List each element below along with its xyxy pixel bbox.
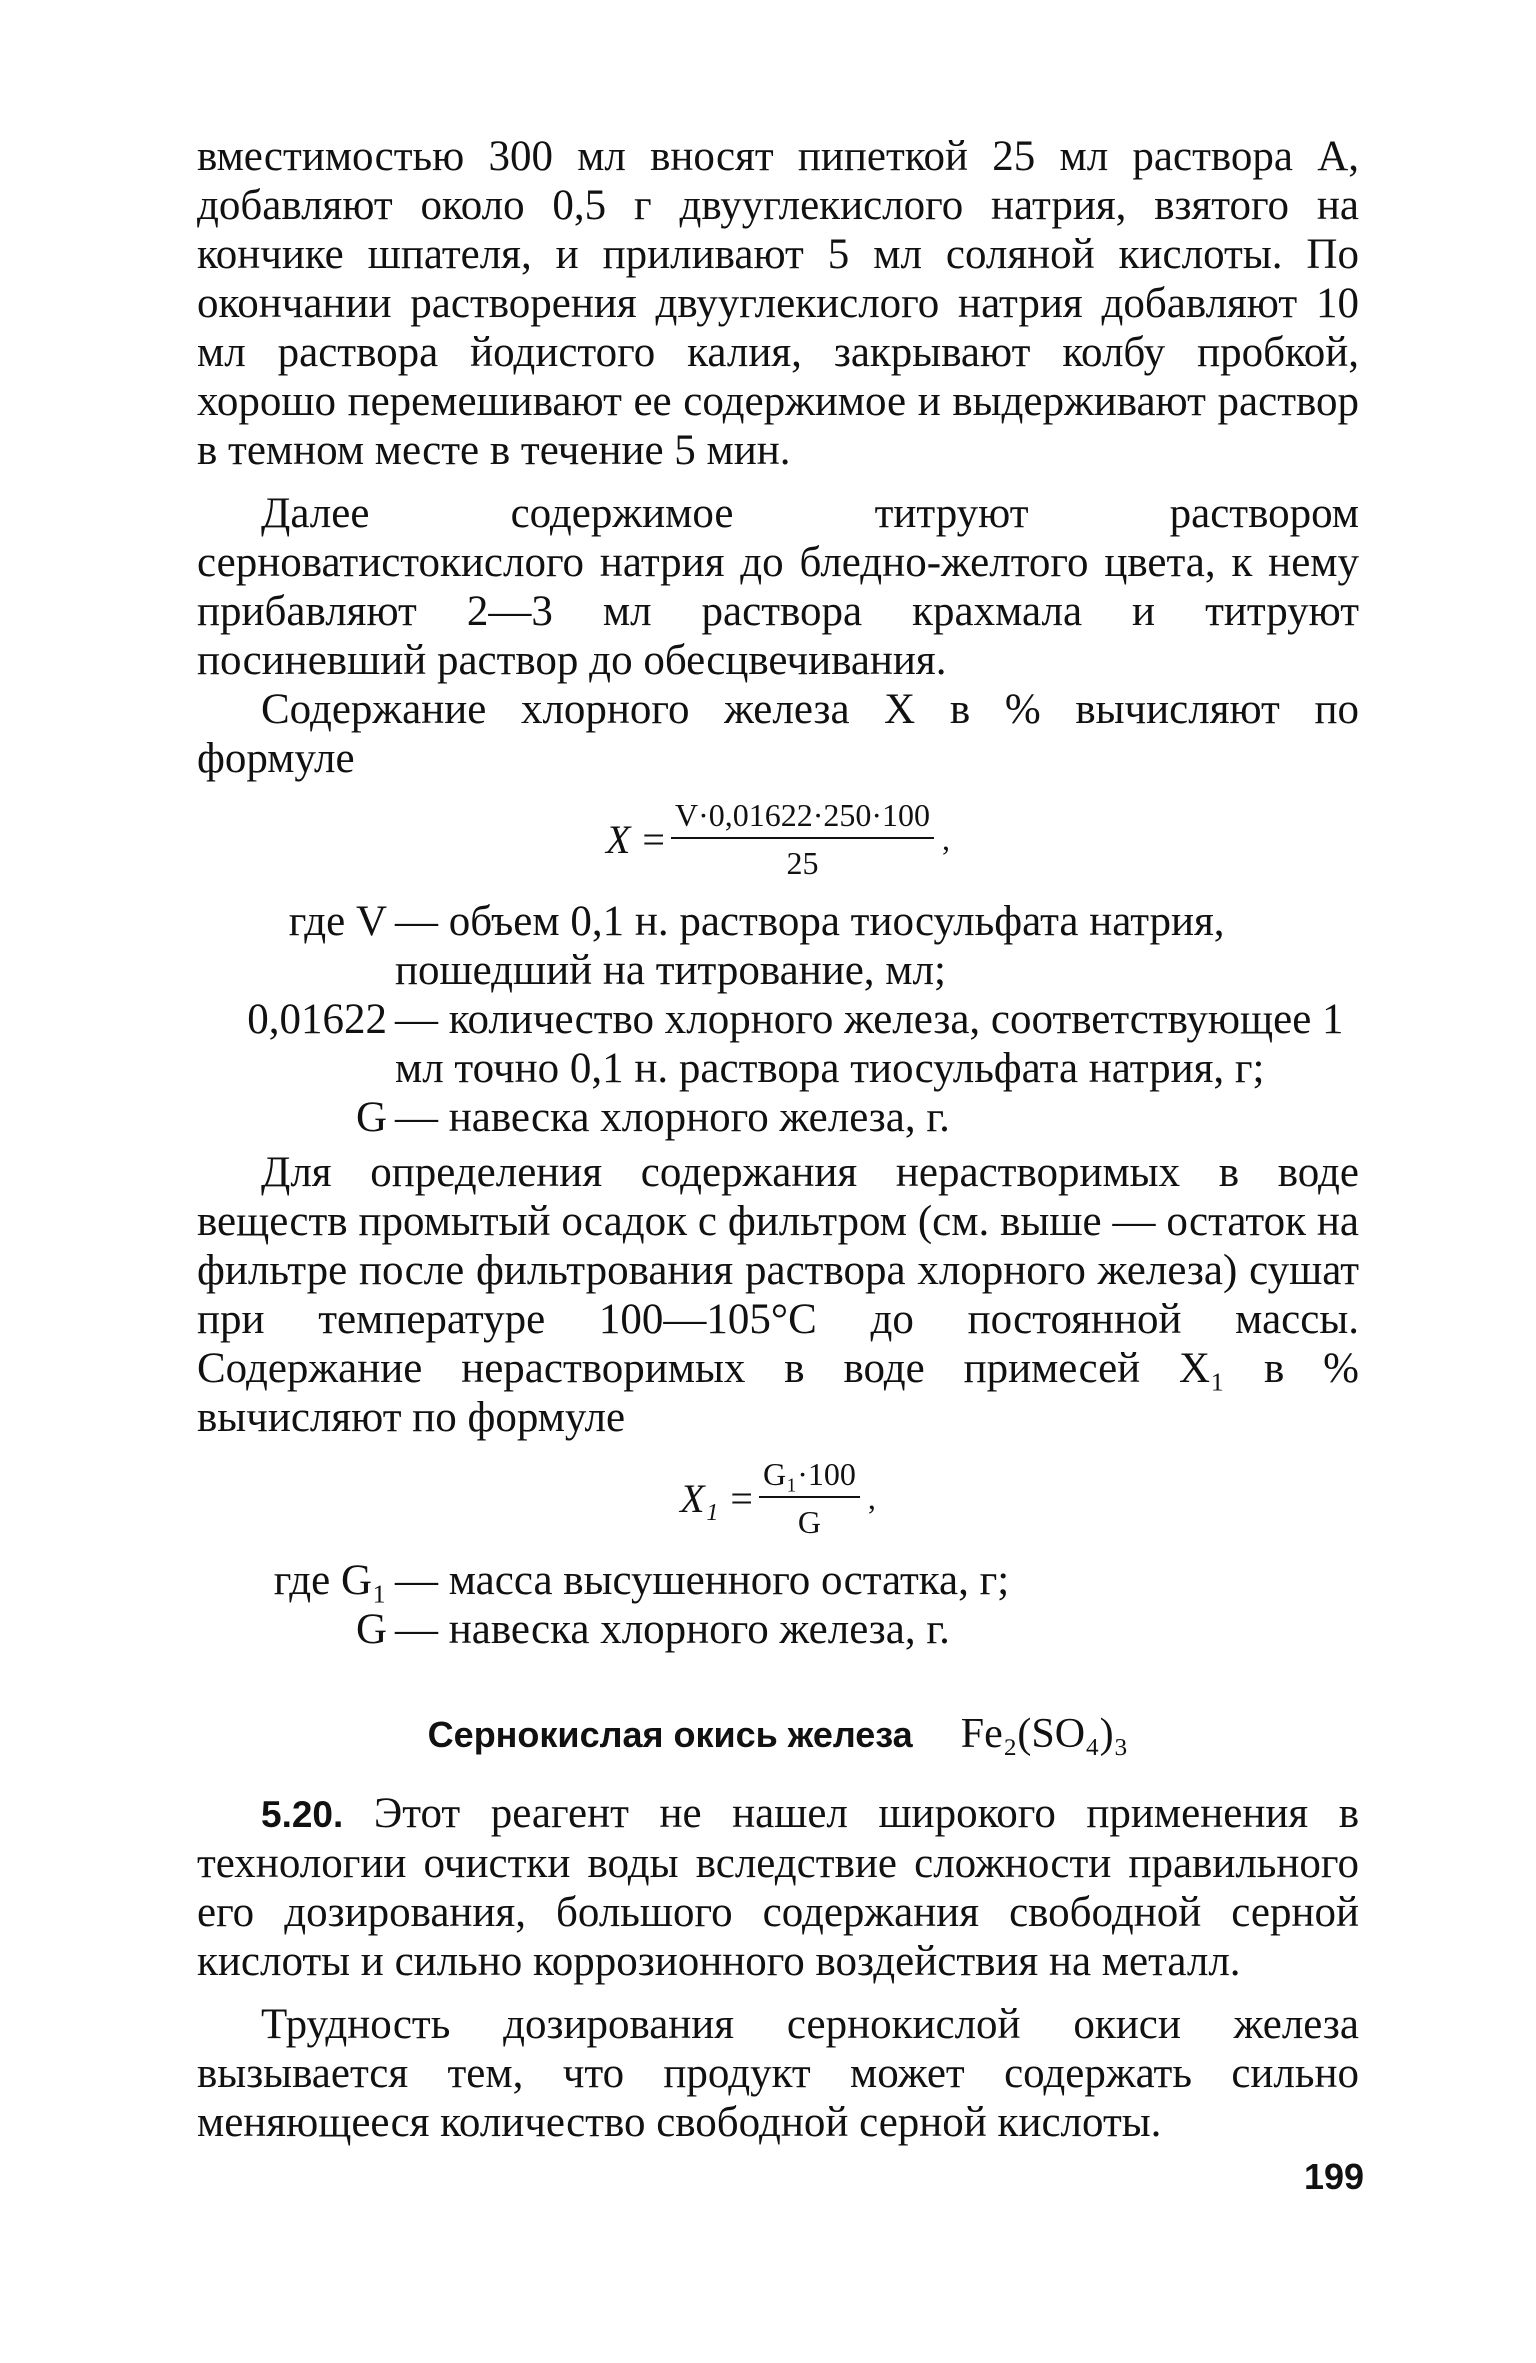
definition-desc: — навеска хлорного железа, г. (395, 1606, 950, 1653)
definition-desc: — количество хлорного железа, соответствующее 1 мл точно 0,1 н. раствора тиосульфата натрия, г; (395, 996, 1344, 1092)
formula-tail: , (867, 1479, 876, 1516)
definition-desc: — масса высушенного остатка, г; (395, 1557, 1010, 1604)
definition-row (197, 1556, 1359, 1605)
page-number: 199 (1304, 2156, 1365, 2197)
page-body (197, 132, 1359, 2147)
definition-row (197, 897, 1359, 995)
paragraph-5 (197, 1789, 1359, 1986)
definition-row (197, 1605, 1359, 1654)
formula-eq: = (730, 1475, 753, 1521)
definition-list-1 (197, 897, 1359, 1142)
definition-list-2 (197, 1556, 1359, 1654)
formula-tail: , (942, 820, 951, 857)
formula-numerator: G₁·100 (759, 1454, 860, 1498)
formula-lhs: X₁ (680, 1475, 719, 1521)
formula-lhs: X (605, 816, 631, 862)
definition-row (197, 1093, 1359, 1142)
definition-desc: — навеска хлорного железа, г. (395, 1094, 950, 1141)
section-chem-formula: Fe₂(SO₄)₃ (960, 1711, 1129, 1757)
section-number: 5.20. (261, 1794, 344, 1835)
definition-term: где V (288, 898, 387, 945)
formula-fraction (671, 795, 934, 883)
formula-iron-chloride (197, 795, 1359, 883)
definition-term: G (355, 1606, 387, 1653)
paragraph-2: Далее содержимое титруют раствором серноватистокислого натрия до бледно-желтого цвета, к нему прибавляют 2—3 мл раствора крахмала и титруют посиневший раствор до обесцвечивания. (197, 490, 1359, 684)
definition-row (197, 995, 1359, 1093)
formula-insoluble (197, 1454, 1359, 1542)
formula-numerator: V·0,01622·250·100 (671, 795, 934, 839)
section-title: Сернокислая окись железа (427, 1714, 913, 1755)
formula-fraction (759, 1454, 860, 1542)
definition-term: где G₁ (273, 1557, 387, 1604)
paragraph-6: Трудность дозирования сернокислой окиси железа вызывается тем, что продукт может содержать сильно меняющееся количество свободной серной кислоты. (197, 2001, 1359, 2146)
formula-denominator: G (797, 1504, 821, 1540)
section-heading (197, 1710, 1359, 1759)
definition-term: 0,01622 (247, 996, 387, 1043)
paragraph-5-text: Этот реагент не нашел широкого применения в технологии очистки воды вследствие сложности правильного его дозирования, большого содержания свободной серной кислоты и сильно коррозионного воздействия на металл. (197, 1790, 1359, 1985)
definition-desc: — объем 0,1 н. раствора тиосульфата натрия, пошедший на титрование, мл; (395, 898, 1225, 994)
paragraph-3: Содержание хлорного железа X в % вычисляют по формуле (197, 686, 1359, 782)
paragraph-4: Для определения содержания нерастворимых в воде веществ промытый осадок с фильтром (см. выше — остаток на фильтре после фильтрования раствора хлорного железа) сушат при температуре 100—105°С до постоянной массы. Содержание нерастворимых в воде примесей X₁ в % вычисляют по формуле (197, 1149, 1359, 1441)
definition-term: G (355, 1094, 387, 1141)
formula-eq: = (642, 816, 665, 862)
formula-denominator: 25 (786, 845, 819, 881)
paragraph-1: вместимостью 300 мл вносят пипеткой 25 мл раствора А, добавляют около 0,5 г двууглекислого натрия, взятого на кончике шпателя, и приливают 5 мл соляной кислоты. По окончании растворения двууглекислого натрия добавляют 10 мл раствора йодистого калия, закрывают колбу пробкой, хорошо перемешивают ее содержимое и выдерживают раствор в темном месте в течение 5 мин. (197, 133, 1359, 474)
